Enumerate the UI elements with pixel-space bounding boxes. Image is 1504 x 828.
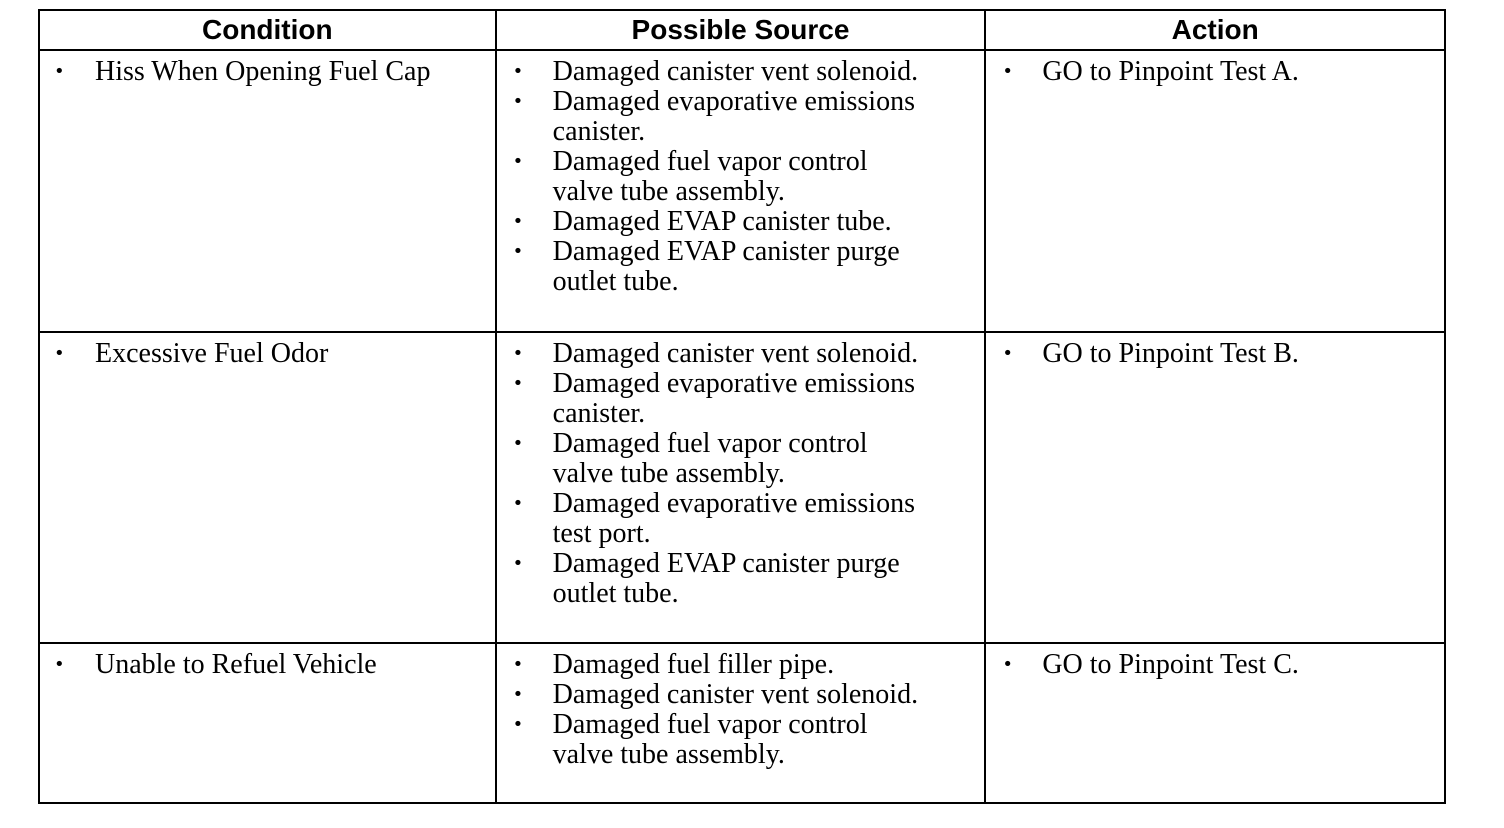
list-item [497,147,975,207]
condition-cell [39,50,496,332]
bullet-icon: • [512,151,524,172]
source-text: Damaged canister vent solenoid. [552,679,919,710]
condition-text: Hiss When Opening Fuel Cap [95,56,431,87]
bullet-icon: • [512,553,524,574]
list-item [497,680,975,710]
table-row [39,50,1445,332]
bullet-icon: • [512,343,524,364]
bullet-icon: • [512,373,524,394]
bullet-icon: • [512,433,524,454]
list-item [497,650,975,680]
table-row [39,332,1445,643]
bullet-icon: • [512,91,524,112]
action-cell [985,643,1445,803]
condition-list [40,333,495,369]
action-list [986,333,1444,369]
bullet-icon: • [512,61,524,82]
source-text: Damaged canister vent solenoid. [552,338,919,369]
bullet-icon: • [512,211,524,232]
list-item [40,339,485,369]
source-cell [496,332,986,643]
source-text: Damaged EVAP canister purge outlet tube. [552,548,900,609]
bullet-icon: • [512,684,524,705]
action-text: GO to Pinpoint Test A. [1042,56,1299,87]
list-item [497,429,975,489]
source-text: Damaged evaporative emissions canister. [552,86,915,147]
source-list [497,644,985,770]
list-item [497,339,975,369]
condition-text: Unable to Refuel Vehicle [95,649,377,680]
bullet-icon: • [512,493,524,514]
list-item [497,237,975,297]
list-item [497,369,975,429]
bullet-icon: • [54,654,65,675]
header-action: Action [985,10,1445,50]
source-cell [496,50,986,332]
bullet-icon: • [54,61,65,82]
source-text: Damaged canister vent solenoid. [552,56,919,87]
bullet-icon: • [1002,654,1013,675]
list-item [497,57,975,87]
list-item [986,339,1434,369]
bullet-icon: • [512,654,524,675]
list-item [497,489,975,549]
condition-list [40,644,495,680]
action-text: GO to Pinpoint Test B. [1042,338,1299,369]
header-possible-source: Possible Source [496,10,986,50]
source-text: Damaged EVAP canister purge outlet tube. [552,236,900,297]
source-text: Damaged evaporative emissions test port. [552,488,915,549]
condition-list [40,51,495,87]
action-cell [985,50,1445,332]
header-condition: Condition [39,10,496,50]
list-item [986,650,1434,680]
source-text: Damaged fuel filler pipe. [552,649,835,680]
list-item [497,710,975,770]
source-text: Damaged evaporative emissions canister. [552,368,915,429]
list-item [986,57,1434,87]
header-row [39,10,1445,50]
condition-cell [39,332,496,643]
bullet-icon: • [1002,343,1013,364]
list-item [497,87,975,147]
source-text: Damaged fuel vapor control valve tube assembly. [552,709,868,770]
source-text: Damaged EVAP canister tube. [552,206,892,237]
bullet-icon: • [1002,61,1013,82]
table-row [39,643,1445,803]
source-text: Damaged fuel vapor control valve tube assembly. [552,146,868,207]
condition-text: Excessive Fuel Odor [95,338,329,369]
source-cell [496,643,986,803]
bullet-icon: • [512,714,524,735]
condition-cell [39,643,496,803]
bullet-icon: • [512,241,524,262]
action-cell [985,332,1445,643]
source-text: Damaged fuel vapor control valve tube assembly. [552,428,868,489]
list-item [497,207,975,237]
action-list [986,51,1444,87]
bullet-icon: • [54,343,65,364]
source-list [497,51,985,297]
diagnosis-table [38,9,1446,804]
list-item [497,549,975,609]
source-list [497,333,985,609]
list-item [40,650,485,680]
action-text: GO to Pinpoint Test C. [1042,649,1299,680]
action-list [986,644,1444,680]
list-item [40,57,485,87]
